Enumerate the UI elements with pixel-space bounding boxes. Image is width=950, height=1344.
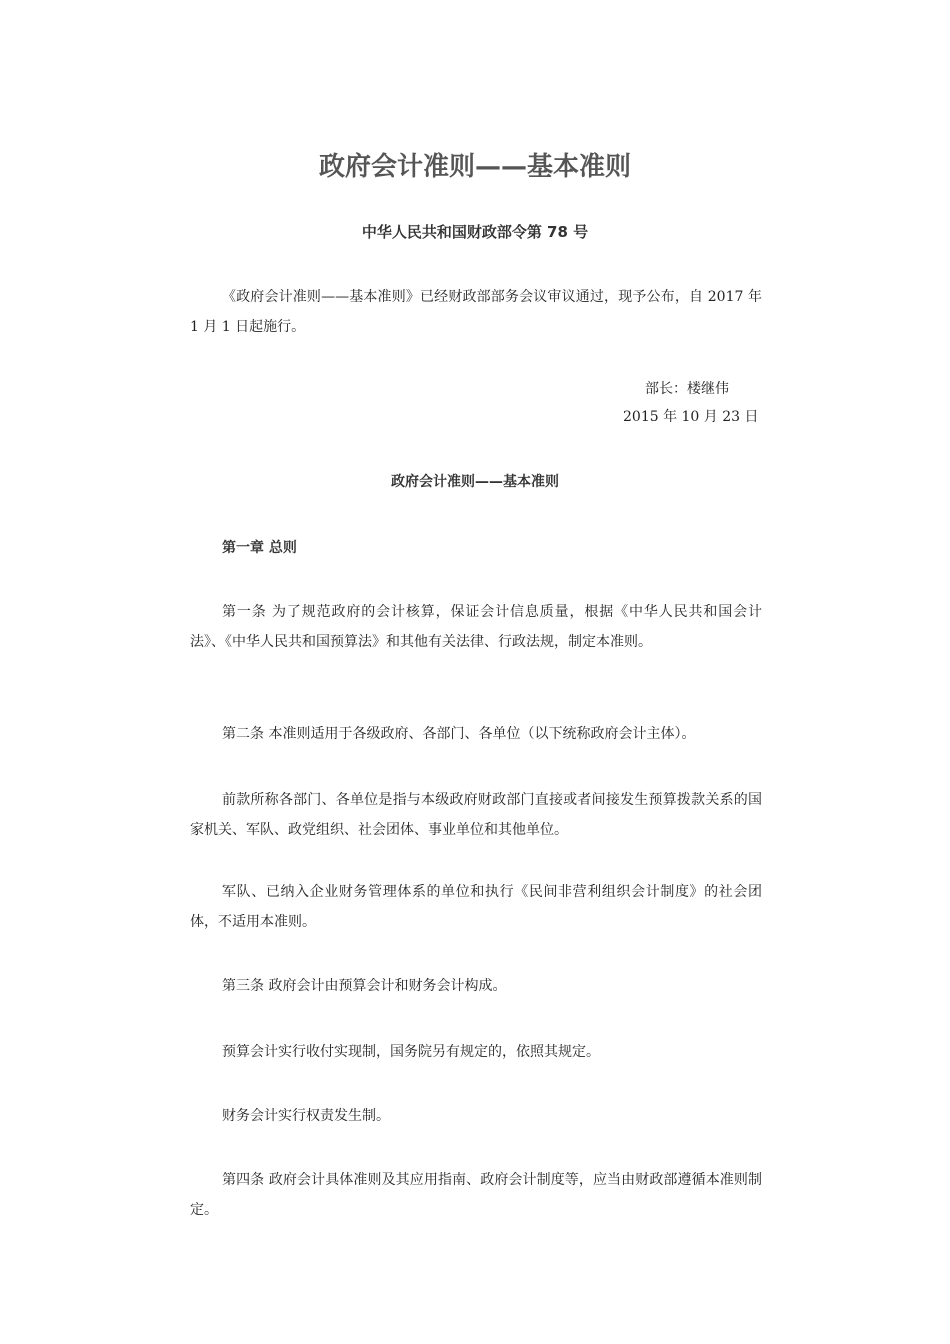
article-3-paragraph-2: 预算会计实行收付实现制，国务院另有规定的，依照其规定。 <box>222 1044 600 1060</box>
minister-signature: 部长：楼继伟 <box>645 381 729 397</box>
decree-number: 中华人民共和国财政部令第 78 号 <box>361 223 589 241</box>
chapter-heading: 第一章 总则 <box>222 540 297 556</box>
section-title: 政府会计准则——基本准则 <box>391 474 559 490</box>
document-title: 政府会计准则——基本准则 <box>318 152 631 182</box>
signature-date: 2015 年 10 月 23 日 <box>623 409 759 425</box>
article-1: 第一条 为了规范政府的会计核算，保证会计信息质量，根据《中华人民共和国会计法》、《中华人民共和国预算法》和其他有关法律、行政法规，制定本准则。 <box>190 604 762 650</box>
article-2-paragraph-2: 前款所称各部门、各单位是指与本级政府财政部门直接或者间接发生预算拨款关系的国家机关、军队、政党组织、社会团体、事业单位和其他单位。 <box>190 792 762 838</box>
article-3: 第三条 政府会计由预算会计和财务会计构成。 <box>222 978 507 994</box>
article-3-paragraph-3: 财务会计实行权责发生制。 <box>222 1108 390 1124</box>
article-2-paragraph-3: 军队、已纳入企业财务管理体系的单位和执行《民间非营利组织会计制度》的社会团体，不适用本准则。 <box>190 884 762 930</box>
article-2: 第二条 本准则适用于各级政府、各部门、各单位（以下统称政府会计主体）。 <box>222 726 696 742</box>
intro-paragraph: 《政府会计准则——基本准则》已经财政部部务会议审议通过，现予公布，自 2017 年 1 月 1 日起施行。 <box>190 289 762 335</box>
article-4: 第四条 政府会计具体准则及其应用指南、政府会计制度等，应当由财政部遵循本准则制定。 <box>190 1172 762 1218</box>
